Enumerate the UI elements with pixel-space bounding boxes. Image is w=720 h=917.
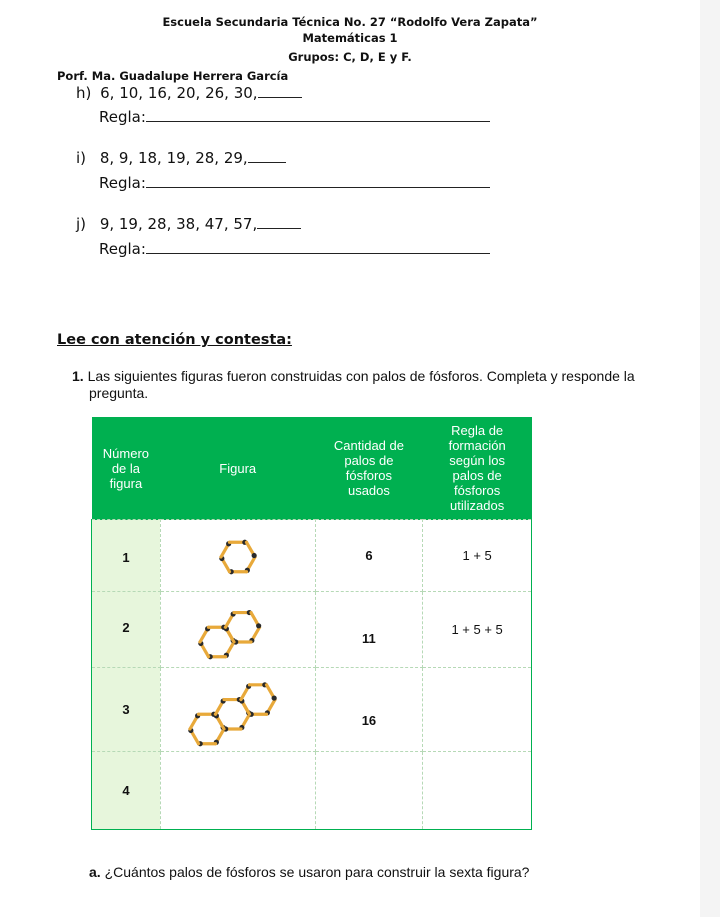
rule-label: Regla: <box>99 240 146 258</box>
scrollbar[interactable] <box>700 0 720 917</box>
problem-number: 1. <box>72 368 84 384</box>
problem-text: Las siguientes figuras fueron construidas con palos de fósforos. Completa y responde la <box>87 368 635 384</box>
figure-cell <box>160 668 315 752</box>
sequence-i <box>76 149 286 167</box>
header-line: según los <box>449 453 505 468</box>
header-line: fósforos <box>345 468 393 483</box>
stick-count: 11 <box>315 592 423 668</box>
header-line: palos de <box>344 453 394 468</box>
answer-blank[interactable] <box>257 216 301 229</box>
sequence-label: h) <box>76 84 92 102</box>
question-letter: a. <box>89 864 101 880</box>
figure-cell <box>160 520 315 592</box>
question-a <box>89 864 529 880</box>
sequence-label: j) <box>76 215 87 233</box>
header-numero <box>92 417 161 520</box>
rule-blank[interactable] <box>146 175 490 188</box>
header-line: figura <box>109 475 143 491</box>
header-line: formación <box>448 438 506 453</box>
rule-j <box>99 240 490 258</box>
match-head <box>256 623 261 628</box>
table-row <box>92 752 532 830</box>
header-line: Cantidad de <box>333 438 404 453</box>
figure-number: 4 <box>92 752 161 830</box>
rule-h <box>99 108 490 126</box>
section-title: Lee con atención y contesta: <box>57 332 292 348</box>
problem-line-1 <box>72 368 635 384</box>
matchstick-figure-3 <box>183 670 293 750</box>
table-row <box>92 668 532 752</box>
match-head <box>251 552 256 557</box>
rule-cell[interactable]: 1 + 5 <box>423 520 532 592</box>
sequence-terms: 6, 10, 16, 20, 26, 30, <box>100 84 258 102</box>
stick-count: 6 <box>315 520 423 592</box>
figure-number: 3 <box>92 668 161 752</box>
matchstick-figure-1 <box>208 526 268 586</box>
table-row <box>92 520 532 592</box>
header-regla <box>423 417 532 520</box>
header-line: Número <box>102 445 150 461</box>
rule-cell[interactable]: 1 + 5 + 5 <box>423 592 532 668</box>
stick-count: 16 <box>315 668 423 752</box>
match-head <box>271 695 276 700</box>
table-header-row <box>92 417 532 520</box>
answer-blank[interactable] <box>258 85 302 98</box>
groups-line: Grupos: C, D, E y F. <box>288 50 412 64</box>
matchstick-figure-2 <box>193 595 283 665</box>
subject-title: Matemáticas 1 <box>302 31 398 45</box>
sequence-h <box>76 84 302 102</box>
rule-blank[interactable] <box>146 109 490 122</box>
header-cantidad <box>315 417 423 520</box>
header-line: fósforos <box>454 483 501 498</box>
matchstick-table <box>91 417 532 830</box>
figure-cell[interactable] <box>160 752 315 830</box>
problem-line-2: pregunta. <box>89 385 149 401</box>
sequence-j <box>76 215 301 233</box>
sequence-label: i) <box>76 149 87 167</box>
sequence-terms: 8, 9, 18, 19, 28, 29, <box>99 149 248 167</box>
sequence-terms: 9, 19, 28, 38, 47, 57, <box>99 215 258 233</box>
figure-cell <box>160 592 315 668</box>
header-line: Figura <box>219 460 257 476</box>
answer-blank[interactable] <box>248 150 286 163</box>
header-line: utilizados <box>450 498 505 513</box>
figure-number: 2 <box>92 592 161 668</box>
table-row <box>92 592 532 668</box>
figure-number: 1 <box>92 520 161 592</box>
teacher-name: Porf. Ma. Guadalupe Herrera García <box>57 69 289 83</box>
header-line: palos de <box>452 468 502 483</box>
rule-label: Regla: <box>99 108 146 126</box>
rule-label: Regla: <box>99 174 146 192</box>
question-text: ¿Cuántos palos de fósforos se usaron para construir la sexta figura? <box>104 864 530 880</box>
rule-cell[interactable] <box>423 752 532 830</box>
header-line: de la <box>111 460 141 476</box>
rule-i <box>99 174 490 192</box>
header-figura <box>160 417 315 520</box>
stick-count[interactable] <box>315 752 423 830</box>
header-line: usados <box>347 483 390 498</box>
rule-cell[interactable] <box>423 668 532 752</box>
school-name: Escuela Secundaria Técnica No. 27 “Rodolfo Vera Zapata” <box>162 15 538 29</box>
rule-blank[interactable] <box>146 241 490 254</box>
header-line: Regla de <box>451 423 504 438</box>
